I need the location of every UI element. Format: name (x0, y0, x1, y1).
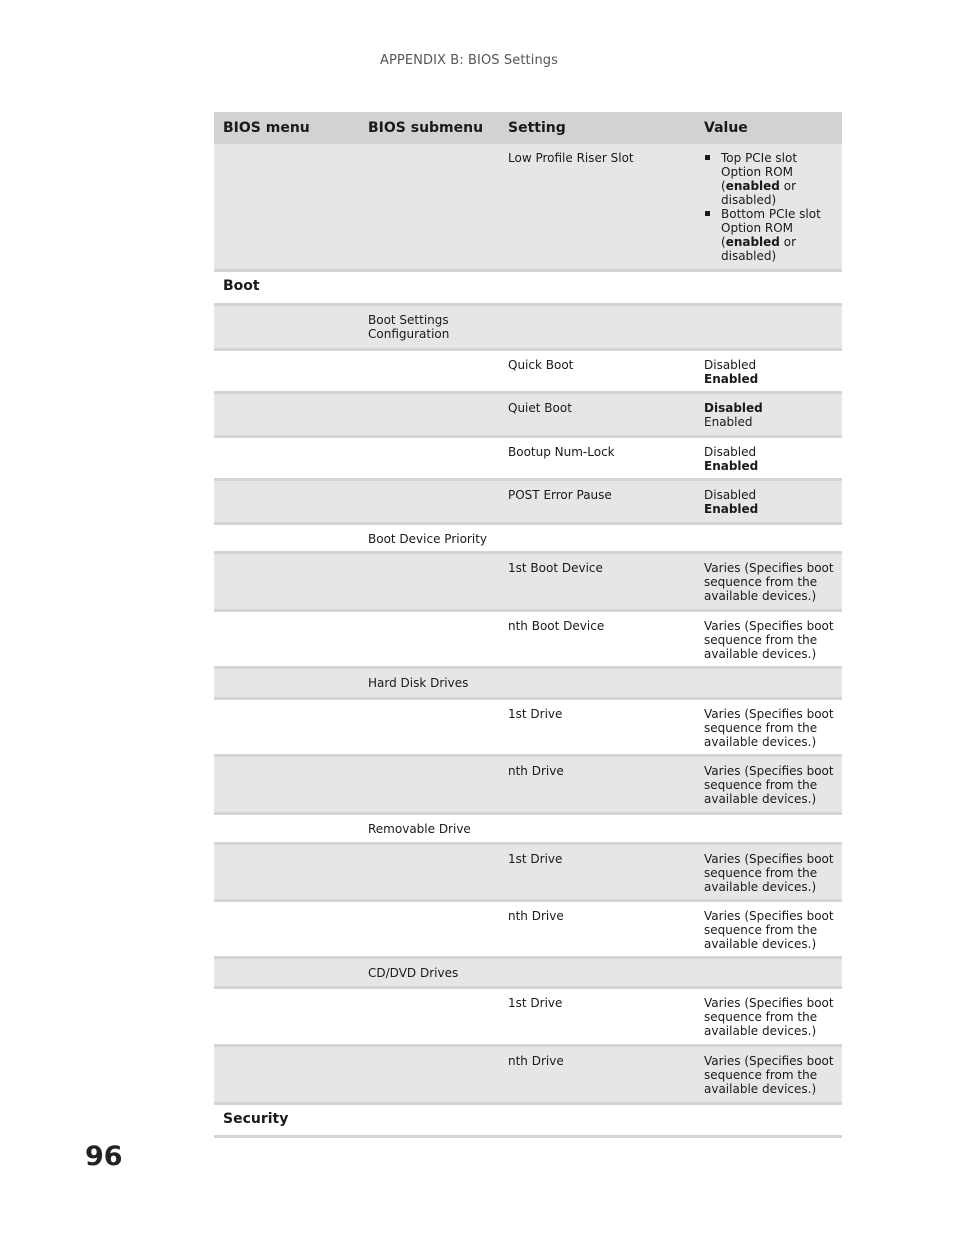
value-cell: Varies (Specifies boot sequence from the available devices.) (704, 996, 834, 1038)
table-row (214, 481, 842, 525)
submenu-cell: CD/DVD Drives (368, 966, 459, 980)
list-item: Bottom PCIe slot Option ROM (enabled or disabled) (704, 207, 838, 263)
header-value: Value (704, 120, 748, 136)
header-bios-menu: BIOS menu (223, 120, 310, 136)
table-row (214, 272, 842, 306)
submenu-cell: Boot Settings Configuration (368, 313, 450, 341)
bios-settings-table (214, 112, 842, 1138)
table-row (214, 757, 842, 815)
value-cell: Disabled Enabled (704, 358, 759, 386)
setting-cell: Quiet Boot (508, 401, 572, 415)
setting-cell: 1st Drive (508, 996, 563, 1010)
table-row (214, 845, 842, 902)
table-row (214, 554, 842, 612)
setting-cell: Quick Boot (508, 358, 574, 372)
table-header-row (214, 112, 842, 144)
submenu-cell: Hard Disk Drives (368, 676, 469, 690)
value-cell: Varies (Specifies boot sequence from the available devices.) (704, 619, 834, 661)
value-cell: Varies (Specifies boot sequence from the available devices.) (704, 764, 834, 806)
table-row (214, 700, 842, 757)
table-row (214, 306, 842, 351)
menu-security: Security (223, 1111, 289, 1127)
table-row (214, 959, 842, 989)
value-cell: Varies (Specifies boot sequence from the available devices.) (704, 852, 834, 894)
value-cell: Varies (Specifies boot sequence from the available devices.) (704, 1054, 834, 1096)
value-cell: Varies (Specifies boot sequence from the available devices.) (704, 561, 834, 603)
setting-cell: 1st Drive (508, 852, 563, 866)
table-row (214, 351, 842, 394)
table-row (214, 438, 842, 481)
value-cell (695, 144, 842, 269)
page-number: 96 (85, 1141, 123, 1172)
menu-boot: Boot (223, 278, 260, 294)
value-cell: Disabled Enabled (704, 445, 759, 473)
list-item: Top PCIe slot Option ROM (enabled or disabled) (704, 151, 838, 207)
value-bullet-list (704, 151, 838, 263)
table-row (214, 394, 842, 438)
value-cell: Varies (Specifies boot sequence from the available devices.) (704, 707, 834, 749)
table-row (214, 815, 842, 845)
setting-cell: nth Boot Device (508, 619, 605, 633)
submenu-cell: Boot Device Priority (368, 532, 487, 546)
table-row (214, 1105, 842, 1138)
table-row (214, 612, 842, 669)
setting-cell: Bootup Num-Lock (508, 445, 615, 459)
table-row (214, 669, 842, 700)
header-bios-submenu: BIOS submenu (368, 120, 484, 136)
setting-cell: 1st Boot Device (508, 561, 603, 575)
table-row (214, 989, 842, 1047)
setting-cell: POST Error Pause (508, 488, 612, 502)
setting-cell: nth Drive (508, 909, 564, 923)
table-row (214, 525, 842, 554)
table-row (214, 144, 842, 272)
table-row (214, 902, 842, 959)
running-head: APPENDIX B: BIOS Settings (380, 53, 559, 68)
setting-cell: 1st Drive (508, 707, 563, 721)
value-cell: Varies (Specifies boot sequence from the available devices.) (704, 909, 834, 951)
setting-cell: nth Drive (508, 1054, 564, 1068)
submenu-cell: Removable Drive (368, 822, 471, 836)
setting-cell: Low Profile Riser Slot (508, 151, 634, 165)
header-setting: Setting (508, 120, 566, 136)
table-row (214, 1047, 842, 1105)
setting-cell: nth Drive (508, 764, 564, 778)
value-cell: Disabled Enabled (704, 401, 763, 429)
value-cell: Disabled Enabled (704, 488, 759, 516)
